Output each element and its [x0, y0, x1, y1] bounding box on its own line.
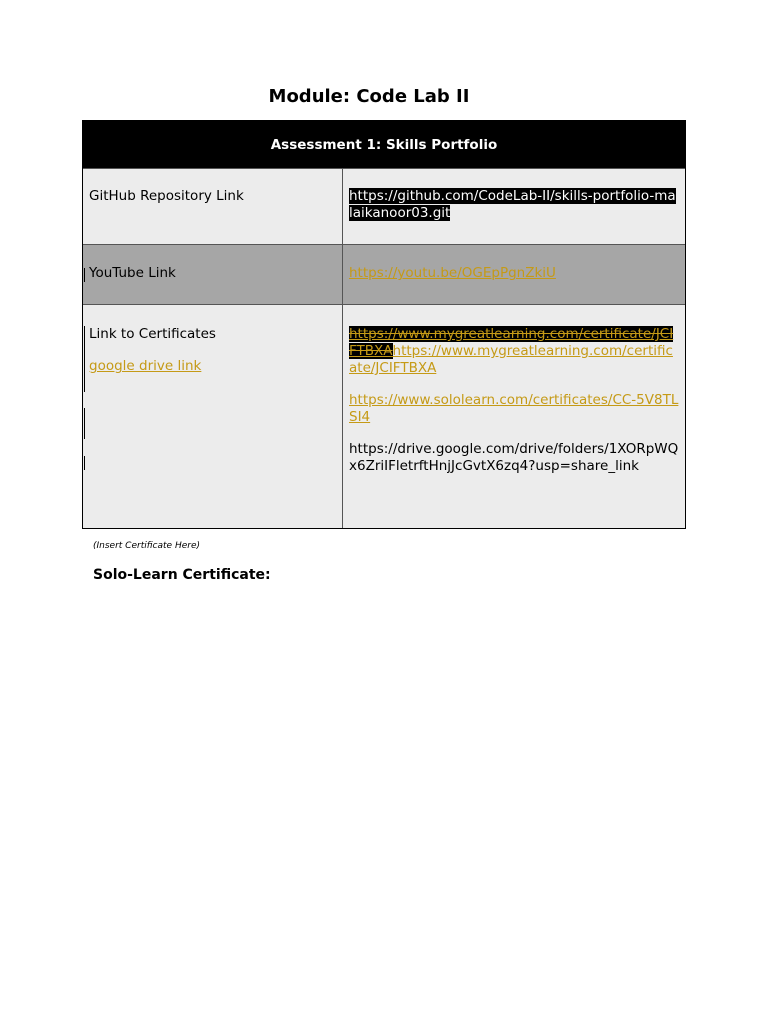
- greatlearning-link[interactable]: https://www.mygreatlearning.com/certificate/JCIFTBXA: [349, 343, 673, 376]
- assessment-header: Assessment 1: Skills Portfolio: [83, 121, 685, 168]
- sololearn-heading: Solo-Learn Certificate:: [93, 567, 271, 583]
- youtube-value-cell: [343, 245, 685, 304]
- text-cursor-bar: [84, 456, 85, 470]
- sololearn-link[interactable]: https://www.sololearn.com/certificates/CC-5V8TLSI4: [349, 392, 679, 425]
- youtube-row: [83, 244, 685, 304]
- github-value-cell: [343, 169, 685, 244]
- certificates-value-cell: [343, 305, 685, 528]
- module-title: Module: Code Lab II: [268, 86, 470, 107]
- youtube-link[interactable]: https://youtu.be/OGEpPgnZkiU: [349, 265, 556, 281]
- assessment-table: [82, 120, 686, 529]
- drive-folder-url: https://drive.google.com/drive/folders/1XORpWQx6ZriIFletrftHnjJcGvtX6zq4?usp=share_link: [349, 441, 679, 474]
- github-repo-link[interactable]: https://github.com/CodeLab-II/skills-portfolio-malaikanoor03.git: [349, 188, 676, 221]
- text-cursor-bar: [84, 408, 85, 439]
- certificates-label: Link to Certificates: [89, 326, 216, 342]
- youtube-label-cell: [83, 245, 343, 304]
- certificates-label-cell: [83, 305, 343, 528]
- text-cursor-bar: [84, 268, 85, 282]
- certificates-row: [83, 304, 685, 528]
- greatlearning-link-struck[interactable]: https://www.mygreatlearning.com/certificate/JCIFTBXA: [349, 326, 674, 359]
- google-drive-link[interactable]: google drive link: [89, 358, 202, 374]
- greatlearning-links: [349, 326, 679, 377]
- insert-certificate-note: (Insert Certificate Here): [93, 541, 200, 551]
- github-label: GitHub Repository Link: [83, 169, 343, 244]
- text-cursor-bar: [84, 326, 85, 392]
- youtube-label: YouTube Link: [89, 265, 176, 281]
- github-row: [83, 168, 685, 244]
